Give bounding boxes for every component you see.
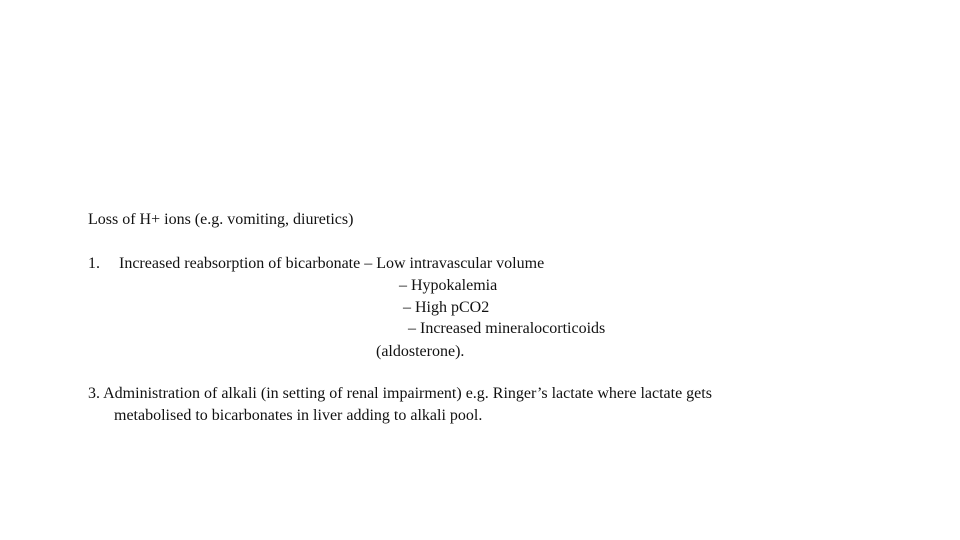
item-1-number: 1.	[88, 255, 100, 272]
item-3-line-1: 3. Administration of alkali (in setting of renal impairment) e.g. Ringer’s lactate where lactate gets	[88, 385, 712, 402]
intro-text: Loss of H+ ions (e.g. vomiting, diuretics)	[88, 211, 354, 228]
item-3-line-2: metabolised to bicarbonates in liver adding to alkali pool.	[114, 407, 483, 424]
sub-item-high-pco2: – High pCO2	[403, 299, 490, 316]
item-1-text: Increased reabsorption of bicarbonate – Low intravascular volume	[119, 255, 545, 272]
sub-item-hypokalemia: – Hypokalemia	[399, 277, 498, 294]
sub-item-mineralocorticoids: – Increased mineralocorticoids	[408, 320, 606, 337]
sub-item-aldosterone: (aldosterone).	[376, 343, 465, 360]
